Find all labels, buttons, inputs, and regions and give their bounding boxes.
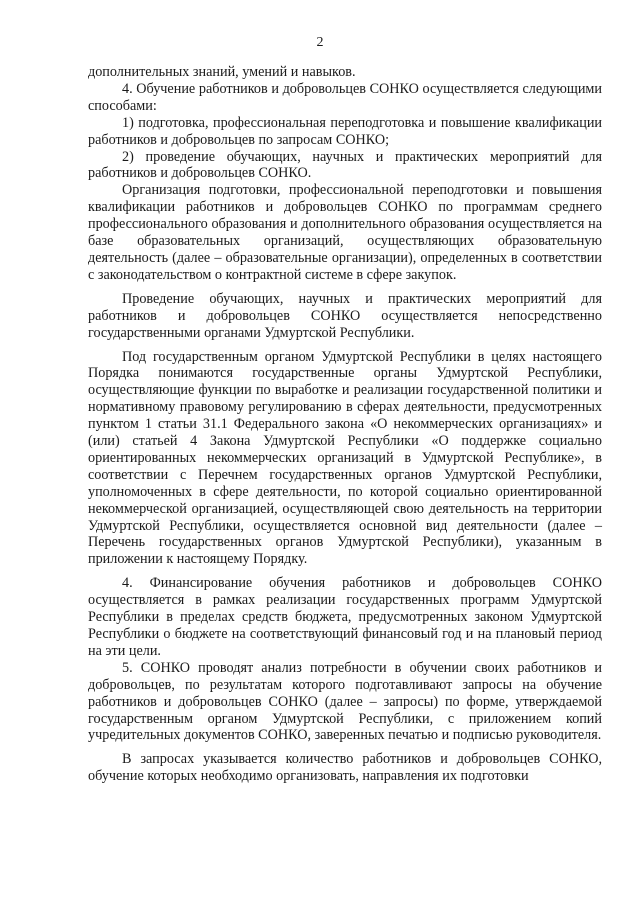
paragraph-subitem-1: 1) подготовка, профессиональная переподготовка и повышение квалификации работников и добровольцев по запросам СОНКО;: [88, 114, 602, 148]
page-number: 2: [316, 35, 324, 50]
paragraph-item-4-methods: 4. Обучение работников и добровольцев СОНКО осуществляется следующими способами:: [88, 80, 602, 114]
document-body: [88, 64, 602, 785]
paragraph-subitem-2: 2) проведение обучающих, научных и практических мероприятий для работников и добровольцев СОНКО.: [88, 148, 602, 182]
paragraph-continuation: дополнительных знаний, умений и навыков.: [88, 64, 356, 80]
paragraph-state-body-definition: Под государственным органом Удмуртской Республики в целях настоящего Порядка понимаются государственные органы Удмуртской Республики, осуществляющие функции по выработке и реализации государственной политики и нормативному правовому регулированию в сферах деятельности, предусмотренных пунктом 1 статьи 31.1 Федерального закона «О некоммерческих организациях» и (или) статьей 4 Закона Удмуртской Республики «О поддержке социально ориентированных некоммерческих организаций в Удмуртской Республике», в соответствии с Перечнем государственных органов Удмуртской Республики, уполномоченных в сфере деятельности, по которой социально ориентированной некоммерческой организацией, осуществляющей свою деятельность на территории Удмуртской Республики, осуществляется основной вид деятельности (далее – Перечень государственных органов Удмуртской Республики), указанным в приложении к настоящему Порядку.: [88, 348, 602, 568]
paragraph-events: Проведение обучающих, научных и практических мероприятий для работников и добровольцев СОНКО осуществляется непосредственно государственными органами Удмуртской Республики.: [88, 290, 602, 341]
paragraph-item-5-requests: 5. СОНКО проводят анализ потребности в обучении своих работников и добровольцев, по результатам которого подготавливают запросы на обучение работников и добровольцев СОНКО (далее – запросы) по форме, утверждаемой государственным органом Удмуртской Республики, с приложением копий учредительных документов СОНКО, заверенных печатью и подписью руководителя.: [88, 659, 602, 744]
paragraph-item-4-financing: 4. Финансирование обучения работников и добровольцев СОНКО осуществляется в рамках реализации государственных программ Удмуртской Республики в пределах средств бюджета, предусмотренных законом Удмуртской Республики о бюджете на соответствующий финансовый год и на плановый период на эти цели.: [88, 575, 602, 659]
paragraph-organization: Организация подготовки, профессиональной переподготовки и повышения квалификации работников и добровольцев СОНКО по программам среднего профессионального образования и дополнительного образования осуществляется на базе образовательных организаций, осуществляющих образовательную деятельность (далее – образовательные организации), определенных в соответствии с законодательством о контрактной системе в сфере закупок.: [88, 182, 602, 283]
paragraph-requests-content: В запросах указывается количество работников и добровольцев СОНКО, обучение которых необходимо организовать, направления их подготовки: [88, 751, 602, 785]
